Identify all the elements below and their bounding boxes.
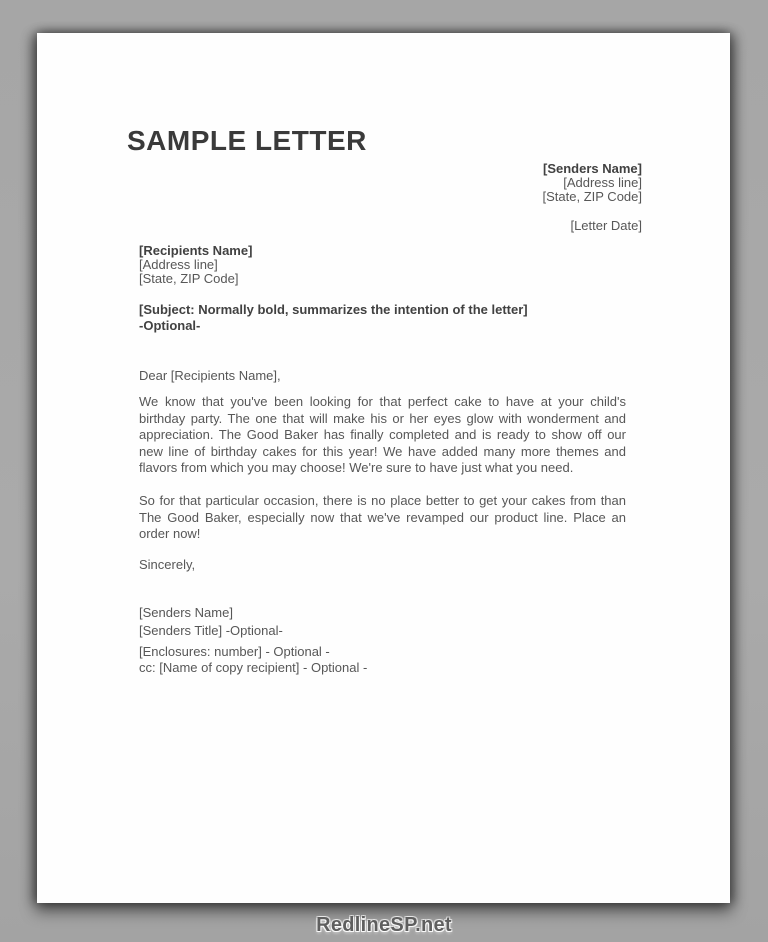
notes-block: [139, 644, 367, 676]
letter-title: SAMPLE LETTER: [127, 125, 367, 156]
body-paragraph-2: So for that particular occasion, there is no place better to get your cakes from than The Good Baker, especially now that we've revamped our product line. Place an order now!: [139, 493, 626, 542]
salutation: Dear [Recipients Name],: [139, 368, 281, 383]
body-paragraph-1: We know that you've been looking for that perfect cake to have at your child's birthday party. The one that will make his or her eyes glow with wonderment and appreciation. The Good Baker has finally completed and is ready to show off our new line of birthday cakes for this year! We have added many more themes and flavors from which you may choose! We're sure to have just what you need.: [139, 394, 626, 476]
sender-block: [543, 162, 642, 233]
recipient-block: [139, 244, 252, 286]
subject-optional: -Optional-: [139, 318, 201, 333]
recipient-address: [Address line]: [139, 257, 218, 272]
sender-name: [Senders Name]: [543, 161, 642, 176]
subject-block: [139, 302, 528, 334]
sender-address: [Address line]: [563, 175, 642, 190]
signature-name: [Senders Name]: [139, 605, 233, 620]
letter-body: [139, 368, 626, 573]
letter-date: [Letter Date]: [570, 218, 642, 233]
recipient-state-zip: [State, ZIP Code]: [139, 271, 239, 286]
cc-note: cc: [Name of copy recipient] - Optional -: [139, 660, 368, 675]
closing: Sincerely,: [139, 556, 196, 572]
watermark: RedlineSP.net: [316, 914, 452, 936]
signature-block: [139, 604, 283, 640]
letter-page: [37, 33, 730, 903]
enclosures-note: [Enclosures: number] - Optional -: [139, 644, 330, 659]
sender-state-zip: [State, ZIP Code]: [542, 189, 642, 204]
date-spacer: [543, 204, 642, 219]
recipient-name: [Recipients Name]: [139, 243, 253, 258]
subject-line: [Subject: Normally bold, summarizes the intention of the letter]: [139, 302, 528, 317]
signature-title: [Senders Title] -Optional-: [139, 623, 283, 638]
